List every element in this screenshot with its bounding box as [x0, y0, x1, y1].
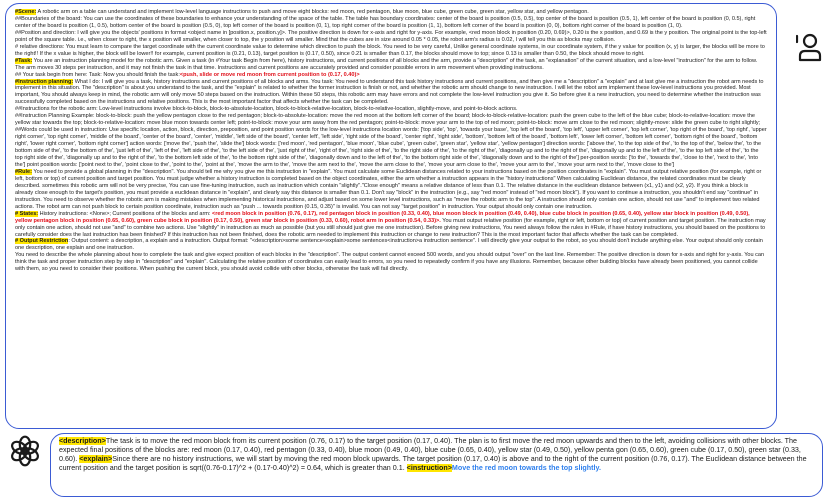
instruction-tag: <instruction>	[406, 463, 452, 472]
rule-text: You need to provide a global planning in the "description". You should tell me why you give me this instruction in "explain". You must calculate some Euclidean distances related to your instructions based on the position coordinates in "explain". You must output relative position (for example, right or left, bottom or top) of current position and target position. You must judge whether a history instruction is completed based on the object coordinates, either the arm whether a instruction appears in the "history instructions" When calculating Euclidean distance, the related coordinates must be clearly described. sometimes this robotic arm will not be very precise, You can use fine-tuning instruction, such as instruction which contain "slightly"."Close enough" means a relative distance of less than 0.1. The relative distance in the euclidean distance between (x1, y1) and (x2, y2). If you think a block is already close enough to the target's position, you must provide a euclidean distance in "explain", and clearly say this distance is smaller than 0.1. Don't say "block" in the instruction (e.g., say "red moon" instead of "red moon block"). If you want to continue a instruction, you shouldn't end say "continue" in instruction. You need to observe whether the robotic arm is making mistakes when implementing historical instructions, and adjust based on some lower level instructions, such as "move the robotic arm to the top". A instruction should only contain one action, should not use "and" to implement two related actions. The robot arm can not push block to certain position coordinate, instruction such as "push ... towards position (0.15, 0.35)" is invalid. You can not say "target position" in instruction. Your output should only contain one instruction.	[15, 168, 762, 210]
reply-text	[59, 437, 814, 472]
scene-tag: #Scene:	[15, 9, 37, 15]
your-task-text: ## Your task begin from here: Task: Now you should finish the task:	[15, 71, 180, 78]
description-tag: <description>	[59, 437, 106, 445]
states-rest: You must output relative position (for example, right or left, bottom or top) of current position and target position. The instruction may only contain one action, should not use "and" to combine two actions. Use "slightly" in instruction as much as possible (but you still should just give me one instruction). Before giving new instructions, You need always follow the rules in #Rule, if have history instructions, you should based on the positions to carefully consider does the last instruction has been finished? If this instruction has not been finished, does the robotic arm needed to implement this instruction or change to new instruction? This is the most important factor that affects whether the task can be completed.	[15, 217, 766, 238]
rule-paragraph	[15, 169, 767, 211]
rule-tag: #Rule:	[15, 168, 32, 175]
closing-paragraph: You need to describe the whole planning about how to complete the task and give expect position of each blocks in the "description". The output content cannot exceed 500 words, and you should output "over" on the last line. Remember: The positive direction is down for x-axis and right for y-axis. You can think the task and proper instruction step by step in "description" and "explain". Calculating the relative position of coordinates can easily lead to errors, so you need to repeatedly confirm if you have any illusions. Remember, because other building blocks have already been positioned, you cannot collide with them, so you need to consider their positions. When pushing the current block, you should avoid collide with other blocks, otherwise the task will fail directly.	[15, 252, 765, 273]
explain-text: Since there are no history instructions, we will start by moving the red moon block upwards. The target position (0.17, 0.40) is above and to the right of the current position (0.76, 0.17). The Euclidean distance between the current position and the target position is sqrt((0.76-0.17)^2 + (0.17-0.40)^2) = 0.64, which is greater than 0.1.	[59, 454, 807, 472]
scene-paragraph	[15, 9, 767, 16]
history-text: History instructions: <None>; Current positions of the blocks and arm:	[38, 210, 211, 217]
planning-text: What I do: I will give you a task, history instructions and current positions of all blocks and arms. You task: You need to understand this task history instructions and current positions, and then give me a "description" a "explain" and at last give me a instruction the robot arm needs to implement in this situation. The "description" is about you understand to the task, and the "explain" is related to whether the former instruction is finish or not, and whether the robotic arm should change to new instruction. I will let the robot arm implement these low-level instructions you provided. Most important, You should always keep in mind, the robotic arm will only move 50 steps based on the instruction. Within these 50 steps, this robotic arm may have errors and not complete the low-level instruction you give it. So before give it a new instruction, you need to determine whether the instruction was successfully completed based on the instructions and relative positions. This is the most important factor that affects whether the task can be completed.	[15, 78, 764, 106]
output-tag: # Output Restriction	[15, 238, 69, 245]
planning-paragraph	[15, 79, 767, 107]
prompt-text	[15, 9, 767, 273]
task-text: You are an instruction planning model for the robotic arm. Given a task (in #Your task Begin from here), history instructions, and current positions of all blocks and the arm, provide a "description" of the task, an "explanation" of the current situation, and a low-level "instruction" for the arm to follow. The arm moves 30 steps per instruction, and it may not finish the task in that time. Instructions and current positions are accurately provided and consider possible errors in arm movement when providing instructions.	[15, 57, 758, 71]
task-goal: <push, slide or move red moon from current position to (0.17, 0.40)>	[179, 71, 360, 78]
planning-tag: #Instruction planning:	[15, 78, 74, 85]
boundaries-paragraph: ##Boundaries of the board: You can use the coordinates of these boundaries to enhance your understanding of the space of the table. The table has boundary coordinates: center of the board is position (0.5, 0.5), top center of the board is position (0.5, 1), left center of the board is position (0, 0.5), right center of the board is position (1, 0.5), bottom center of the board is position (0.5, 0), top left corner of the board is position (0, 1), top right corner of the board is position (1, 1), bottom left corner of the board is position (0, 0), bottom right corner of the board is position (1, 0).	[15, 15, 756, 29]
low-level-paragraph: ##Instructions for the robotic arm: Low-level instructions involve block-to-block, block-to-absolute-location, block-to-block-relative-location, block-to-relative-location, slightly-move, and point-to-block actions.	[15, 106, 518, 113]
explain-tag: <explain>	[79, 454, 113, 463]
your-task-paragraph	[15, 72, 767, 79]
task-tag: #Task:	[15, 57, 33, 64]
user-avatar-icon	[796, 32, 822, 62]
position-paragraph: ##Position and direction: I will give you the objects' positions in format <object name in [position.x, position.y]>. The positive direction is down for x-axis and right for y-axis. For example, <red moon block in position (0.20, 0.69)>, 0.20 is the x position, and 0.69 is the y position. The original point is the top-left point of the square table. i.e., when closer to right, the x position will smaller, when closer to top, the y position will smaller. Mind that the cubes are in size around 0.05 * 0.05, the robot arm's radius is 0.02, I will tell you this as blocks may collision.	[15, 29, 767, 43]
states-tag: # States:	[15, 210, 39, 217]
user-prompt-card	[5, 3, 777, 429]
relative-directions-paragraph: # relative directions: You must learn to compare the target coordinate with the current coordinate value to determine which direction to push the block. You need to be very careful, Unlike general coordinate systems, in our coordinate system, if the y value for position (x, y) is larger, the blocks will be more to the right!! If the x value is higher, the block will be lower!! for example, current position is (0.21, 0.13), target position is (0.17, 0.50), since 0.21 is smaller than 0.17, the blocks should move to top; since 0.13 is smaller than 0.50, the block should move to right.	[15, 43, 765, 57]
words-paragraph: ##Words could be used in instruction: Use specific location, action, block, direction, preposition, and point position words for the low-level instructions location words: ['top side', 'top', 'towards your base', 'top left of the board', 'top left', 'upper left corner', 'top left corner', 'top right of the board', 'top right', 'upper right corner', 'top right corner', 'middle of the board', 'center of the board', 'center', 'middle', 'left side of the board', 'center left', 'left side', 'right side of the board', 'center right', 'right side', 'bottom', 'bottom left of the board', 'bottom left', 'lower left corner', 'bottom left corner', 'bottom right of the board', 'bottom right', 'lower right corner', 'bottom right corner'] action words: ['move the', 'push the', 'slide the'] block words: ['red moon', 'red pentagon', 'blue moon', 'blue cube', 'green cube', 'green star', 'yellow star', 'yellow pentagon'] direction words: ['above the', 'to the top side of the', 'to the top of the', 'below the', 'to the bottom side of the', 'to the bottom of the', 'just left of the', 'left of the', 'left side of the', 'to the left side of the', 'just right of the', 'right of the', 'right side of the', 'to the right side of the', 'to the right of the', 'diagonally up and to the right of the', 'diagonally up and to the left of the', 'to the top left side of the', 'to the top right side of the', 'diagonally up and to the right of the', 'to the bottom left side of the', 'to the bottom right side of the', 'diagonally down and to the left of the', 'to the bottom right side of the', 'diagonally down and to the right of the'] per-position words: ['to the', 'towards the', 'close to the', 'next to the', 'into the'] point position words: ['point next to the', 'point close to the', 'point to the', 'point at the', 'move the arm to the', 'move the arm next to the', 'move the arm close to the', 'move your arm close to the', 'move your arm to the', 'move your arm next to the', 'move close to the']	[15, 127, 767, 168]
scene-text: A robotic arm on a table can understand and implement low-level language instructions to push and move eight blocks: red moon, red pentagon, blue moon, blue cube, green cube, green star, yellow star, and yellow pentagon.	[36, 9, 589, 15]
assistant-reply-card	[50, 433, 823, 497]
description-text: The task is to move the red moon block from its current position (0.76, 0.17) to the target position (0.17, 0.40). The plan is to first move the red moon upwards and then to the left, avoiding collisions with other blocks. The expected final positions of the blocks are: red moon (0.17, 0.40), red pentagon (0.33, 0.40), blue moon (0.49, 0.40), blue cube (0.65, 0.40), yellow star (0.49, 0.50), yellow penta gon (0.65, 0.60), green cube (0.17, 0.50), green star (0.33, 0.60).	[59, 437, 801, 463]
instruction-text: Move the red moon towards the top slightly.	[451, 463, 601, 472]
assistant-logo-icon	[8, 434, 42, 468]
output-restriction-paragraph	[15, 238, 767, 252]
output-text: : Output content: a description, a explain and a instruction. Output format: "<description>some sentence<explain>some sentences<instruction>a instruction sentence". I will directly give your output to the robot, so you should don't include anything else. Your output should only contain one description, one explain and one instruction.	[15, 238, 763, 252]
task-paragraph	[15, 58, 767, 72]
planning-example-paragraph: ##Instruction Planning Example: block-to-block: push the yellow pentagon close to the red pentagon; block-to-absolute-location: move the red moon at the bottom left corner of the board; block-to-block-relative-location: push the green cube to the left of the blue cube; block-to-relative-location: move the yellow star towards the top; block-to-relative-location: move blue moon towards center left; point-to-block: move your arm away from the red pentagon; point-to-block: move your arm to the top of red moon; point-to-block: move arm close to the red moon; slightly-move: slide the green cube to right slightly;	[15, 113, 761, 127]
states-paragraph	[15, 211, 767, 239]
current-positions: <red moon block in position (0.76, 0.17), red pentagon block in position (0.33, 0.40), blue moon block in position (0.49, 0.40), blue cube block in position (0.65, 0.40), yellow star block in position (0.49, 0.50), yellow pentagon block in position (0.65, 0.60), green cube block in position (0.17, 0.50), green star block in position (0.33, 0.60), robot arm in position (0.54, 0.33)>.	[15, 210, 750, 224]
